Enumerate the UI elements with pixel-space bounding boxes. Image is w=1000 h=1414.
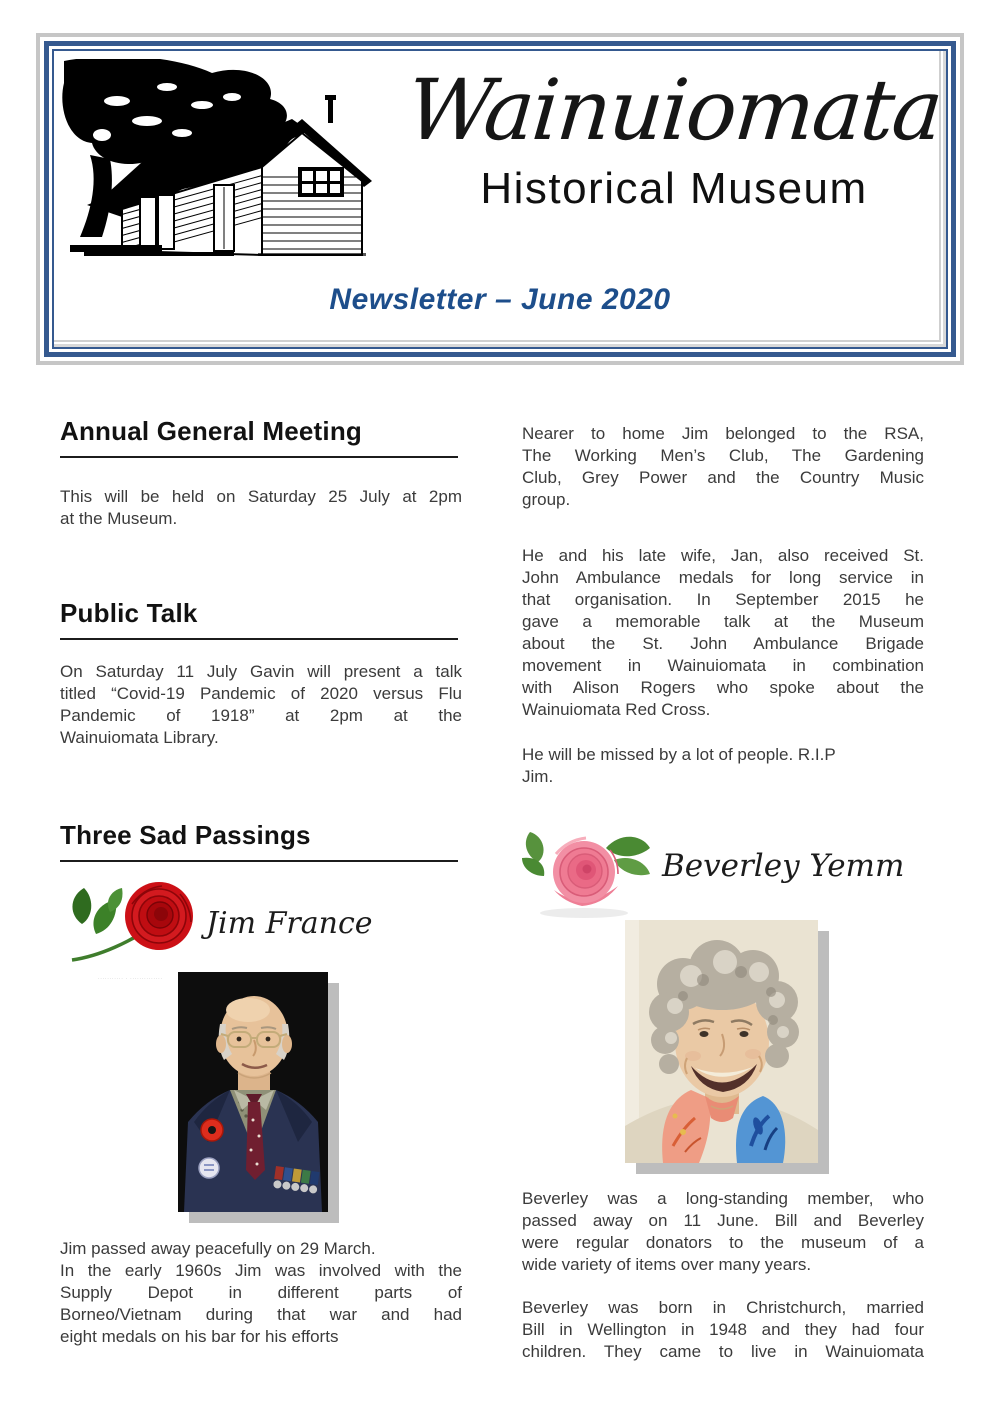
brand-subtitle: Historical Museum — [480, 163, 868, 213]
red-rose-icon — [58, 870, 213, 972]
jim-caption — [60, 1238, 462, 1348]
jim-france-photo — [178, 972, 328, 1212]
heading-three-sad-passings: Three Sad Passings — [60, 820, 458, 862]
public-talk-body: On Saturday 11 July Gavin will present a talk titled “Covid-19 Pandemic of 2020 versus Flu Pandemic of 1918” at 2pm at the Wainuiomata Library. — [60, 662, 462, 747]
newsletter-title: Newsletter – June 2020 — [329, 283, 671, 316]
agm-body: This will be held on Saturday 25 July at 2pm at the Museum. — [60, 487, 462, 528]
pink-rose-icon — [518, 820, 658, 922]
beverley-yemm-photo — [625, 920, 818, 1163]
rose-watermark-text: ··········· · ·············· — [98, 976, 163, 981]
right-paragraph-1: Nearer to home Jim belonged to the RSA, The Working Men’s Club, The Gardening Club, Grey Power and the Country Music group. — [522, 424, 924, 509]
museum-house-drawing-icon — [62, 59, 382, 264]
right-paragraph-2: He and his late wife, Jan, also received St. John Ambulance medals for long service in that organisation. In September 2015 he gave a memorable talk at the Museum about the St. John Ambulance Brigade movement in Wainuiomata in combination with Alison Rogers who spoke about the Wainuiomata Red Cross. — [522, 546, 924, 719]
header-frame — [36, 33, 964, 365]
beverley-paragraph-1: Beverley was a long-standing member, who passed away on 11 June. Bill and Beverley were regular donators to the museum of a wide variety of items over many years. — [522, 1189, 924, 1274]
heading-public-talk: Public Talk — [60, 598, 458, 640]
brand-block — [384, 61, 964, 214]
jim-caption-intro: Jim passed away peacefully on 29 March. — [60, 1239, 376, 1258]
rip-line-1: He will be missed by a lot of people. R.I.P — [522, 745, 836, 764]
brand-script-title: Wainuiomata — [403, 61, 945, 159]
beverley-yemm-name: Beverley Yemm — [662, 848, 905, 884]
rip-line-2: Jim. — [522, 767, 554, 786]
jim-france-name: Jim France — [206, 906, 373, 941]
heading-annual-general-meeting: Annual General Meeting — [60, 416, 458, 458]
beverley-paragraph-2: Beverley was born in Christchurch, married Bill in Wellington in 1948 and they had four children. They came to live in Wainuiomata — [522, 1298, 924, 1361]
jim-caption-body: In the early 1960s Jim was involved with the Supply Depot in different parts of Borneo/Vietnam during that war and had eight medals on his bar for his efforts — [60, 1261, 462, 1346]
